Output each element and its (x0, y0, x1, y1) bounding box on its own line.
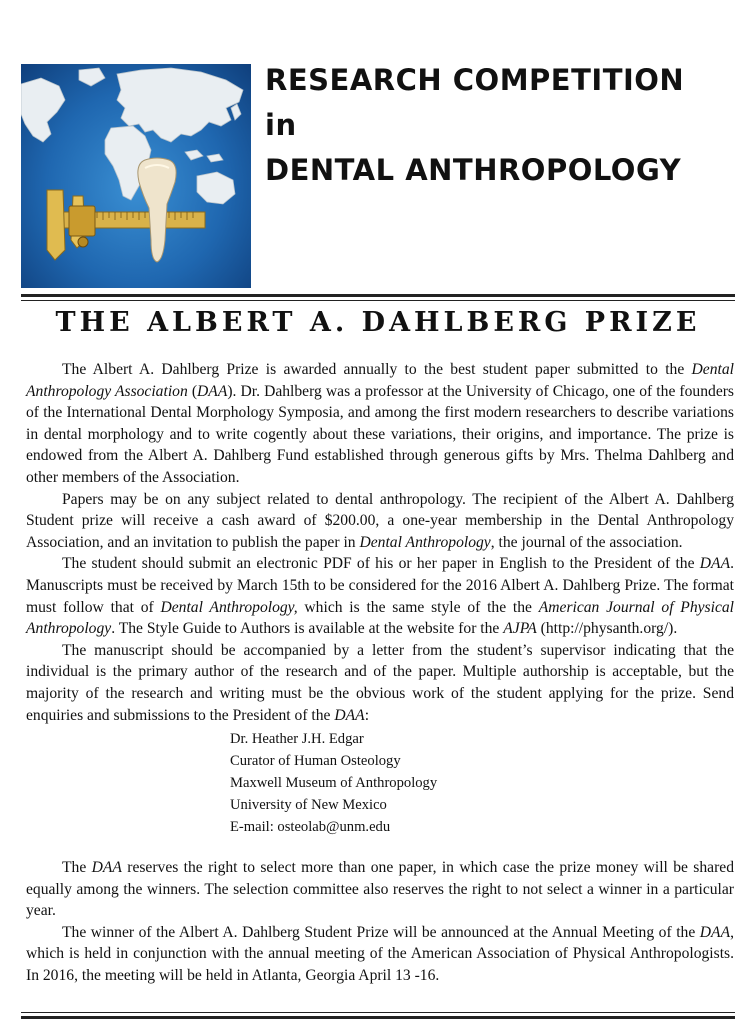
contact-email: E-mail: osteolab@unm.edu (230, 819, 391, 836)
italic-text: AJPA (503, 620, 537, 638)
paragraph-4 (26, 640, 734, 726)
paragraph-1 (26, 359, 734, 489)
italic-text: Dental Anthropology Association (26, 361, 734, 400)
contact-name: Dr. Heather J.H. Edgar (230, 731, 364, 748)
title-line-1: RESEARCH COMPETITION (265, 63, 685, 97)
paragraph-5 (26, 857, 734, 922)
contact-university: University of New Mexico (230, 797, 387, 814)
bottom-divider (21, 1016, 735, 1019)
text: : (364, 706, 370, 724)
paragraph-3 (26, 553, 734, 639)
italic-text: DAA (334, 706, 365, 724)
world-map-caliper-tooth-icon (21, 64, 251, 288)
bottom-divider-thin (21, 1012, 735, 1013)
article-body (26, 359, 734, 987)
text: , the journal of the association. (490, 533, 683, 551)
text: , which is held in conjunction with the annual meeting of the American Association of Physical Anthropologists. In 2016, the meeting will be held in Atlanta, Georgia April 13 -16. (26, 923, 734, 985)
contact-museum: Maxwell Museum of Anthropology (230, 775, 438, 792)
text: ). Dr. Dahlberg was a professor at the University of Chicago, one of the founders of the International Dental Morphology Symposia, and among the first modern researchers to describe variations in dental morphology and to write cogently about these variations, their origins, and importance. The prize is endowed from the Albert A. Dahlberg Fund established through generous gifts by Mrs. Thelma Dahlberg and other members of the Association. (26, 382, 734, 486)
text: . The Style Guide to Authors is available at the website for the (111, 620, 504, 638)
prize-heading: THE ALBERT A. DAHLBERG PRIZE (55, 307, 701, 338)
paragraph-2 (26, 489, 734, 554)
italic-text: American Journal of Physical Anthropology (26, 598, 735, 638)
title-line-3: DENTAL ANTHROPOLOGY (265, 153, 682, 187)
italic-text: DAA (699, 923, 731, 941)
italic-text: Dental Anthropology, (160, 598, 298, 616)
italic-text: DAA (699, 555, 731, 573)
text: reserves the right to select more than one paper, in which case the prize money will be shared equally among the winners. The selection committee also reserves the right to not select a winner in a particular year. (26, 859, 734, 920)
text: The winner of the Albert A. Dahlberg Student Prize will be announced at the Annual Meeting of the (62, 923, 700, 941)
top-divider-thin (21, 300, 735, 301)
title-block (265, 58, 684, 193)
paragraph-6 (26, 922, 734, 987)
text: The Albert A. Dahlberg Prize is awarded annually to the best student paper submitted to the (62, 361, 692, 378)
text: The manuscript should be accompanied by a letter from the student’s supervisor indicating that the individual is the primary author of the research and of the paper. Multiple authorship is acceptable, but the majority of the research and writing must be the obvious work of the student applying for the prize. Send enquiries and submissions to the President of the (26, 641, 734, 724)
italic-text: DAA (197, 382, 228, 400)
text: The (62, 859, 92, 877)
contact-role: Curator of Human Osteology (230, 753, 401, 770)
text: (http://physanth.org/). (536, 620, 678, 638)
text: The student should submit an electronic PDF of his or her paper in English to the President of the (62, 555, 700, 573)
italic-text: DAA (91, 859, 122, 877)
spacer (26, 838, 734, 857)
text: which is the same style of the the (297, 598, 539, 616)
text: Papers may be on any subject related to dental anthropology. The recipient of the Albert A. Dahlberg Student prize will receive a cash award of $200.00, a one-year membership in the Dental Anthropology Association, and an invitation to publish the paper in (26, 490, 734, 551)
header (0, 0, 745, 300)
top-divider (21, 294, 735, 297)
text: . Manuscripts must be received by March 15th to be considered for the 2016 Albert A. Dahlberg Prize. The format must follow that of (26, 555, 734, 616)
italic-text: Dental Anthropology (359, 533, 491, 551)
text: ( (187, 382, 198, 400)
title-line-2: in (265, 108, 297, 142)
contact-address (230, 728, 734, 838)
